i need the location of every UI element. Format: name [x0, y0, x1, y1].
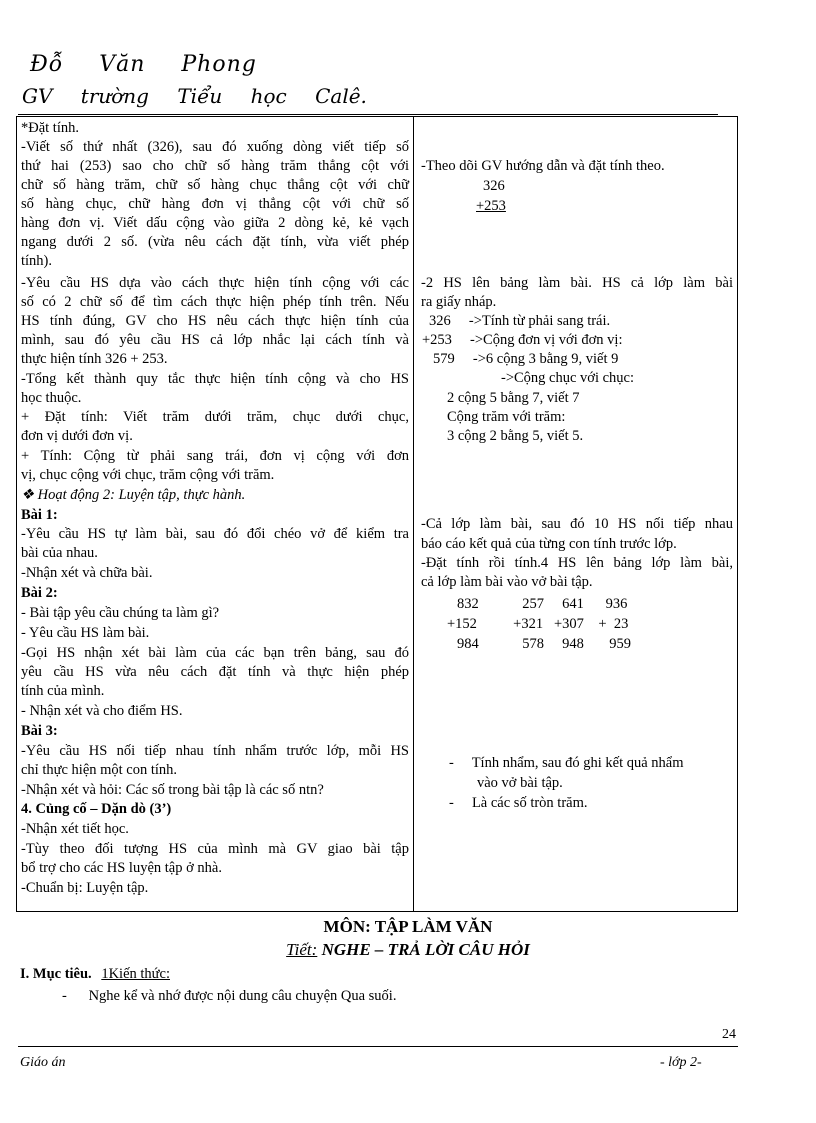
text-line: ra giấy nháp. [421, 294, 497, 310]
text-line: -Gọi HS nhận xét bài làm của các bạn trên bảng, sau đó [21, 645, 409, 661]
footer-divider [18, 1046, 738, 1047]
text-line: báo cáo kết quả của từng con tính trước lớp. [421, 536, 677, 552]
text-line: - Yêu cầu HS làm bài. [21, 625, 150, 641]
text-line: 2 cộng 5 bằng 7, viết 7 [447, 390, 580, 406]
text-line: số có 2 chữ số để tìm cách thực hiện phép tính trên. Nếu [21, 294, 409, 310]
math-line: 984 578 948 959 [457, 636, 631, 652]
lesson-title [0, 940, 816, 960]
text-line: - Bài tập yêu cầu chúng ta làm gì? [21, 605, 220, 621]
header-divider [18, 114, 718, 115]
text-line: -Yêu cầu HS dựa vào cách thực hiện tính cộng với các [21, 275, 409, 291]
text-line: vị, chục cộng với chục, trăm cộng với trăm. [21, 467, 275, 483]
text-line: - Là các số tròn trăm. [449, 795, 588, 811]
text-line: -Tổng kết thành quy tắc thực hiện tính cộng và cho HS [21, 371, 409, 387]
math-line: +152 +321 +307 + 23 [447, 616, 629, 632]
activity-2-heading: ❖ Hoạt động 2: Luyện tập, thực hành. [21, 487, 246, 503]
section-4-heading: 4. Củng cố – Dặn dò (3’) [21, 801, 172, 817]
text-line: -Theo dõi GV hướng dẫn và đặt tính theo. [421, 158, 665, 174]
text-line: Cộng trăm với trăm: [447, 409, 566, 425]
math-line: +253 ->Cộng đơn vị với đơn vị: [422, 332, 623, 348]
text-line: chữ số hàng trăm, chữ số hàng chục thẳng cột với chữ [21, 177, 409, 193]
footer-left: Giáo án [20, 1055, 66, 1070]
text-line: -Tùy theo đối tượng HS của mình mà GV giao bài tập [21, 841, 409, 857]
text-line: bài của nhau. [21, 545, 98, 561]
text-line: HS tính đúng, GV cho HS nêu cách thực hiện tính của [21, 313, 409, 329]
header-author: Đỗ Văn Phong [30, 52, 257, 77]
text-line: -Nhận xét và chữa bài. [21, 565, 153, 581]
text-line: -Nhận xét tiết học. [21, 821, 129, 837]
text-line: học thuộc. [21, 390, 82, 406]
objectives-heading [20, 966, 170, 983]
header-school: GV trường Tiểu học Calê. [22, 84, 367, 108]
text-line: + Tính: Cộng từ phải sang trái, đơn vị cộng với đơn [21, 448, 409, 464]
math-line: 832 257 641 936 [457, 596, 628, 612]
text-line: -Nhận xét và hỏi: Các số trong bài tập là các số ntn? [21, 782, 324, 798]
text-line: thực hiện tính 326 + 253. [21, 351, 168, 367]
objectives-number: I. Mục tiêu. [20, 966, 92, 982]
text-line: -Yêu cầu HS tự làm bài, sau đó đổi chéo vở để kiểm tra [21, 526, 409, 542]
text-line: ->Cộng chục với chục: [501, 370, 635, 386]
text-line: chỉ thực hiện một con tính. [21, 762, 178, 778]
text-line: vào vở bài tập. [477, 775, 563, 791]
text-line: thứ hai (253) sao cho chữ số hàng trăm thẳng cột với [21, 158, 409, 174]
text-line: đơn vị dưới đơn vị. [21, 428, 133, 444]
table-column-divider [413, 117, 414, 911]
text-line: - Tính nhẩm, sau đó ghi kết quả nhẩm [449, 755, 684, 771]
math-line: 326 [483, 178, 505, 194]
lesson-table [16, 116, 738, 912]
text-line: cả lớp làm bài vào vở bài tập. [421, 574, 593, 590]
page-number: 24 [722, 1027, 736, 1042]
text-line: mình, sau đó yêu cầu HS cả lớp nhắc lại cách tính và [21, 332, 409, 348]
text-line: + Đặt tính: Viết trăm dưới trăm, chục dưới chục, [21, 409, 409, 425]
math-line: +253 [476, 198, 506, 214]
text-line: số hàng chục, chữ hàng đơn vị thẳng cột với chữ số [21, 196, 409, 212]
text-line: -2 HS lên bảng làm bài. HS cả lớp làm bài [421, 275, 733, 291]
text-line: yêu cầu HS vừa nêu cách đặt tính và thực hiện phép [21, 664, 409, 680]
lesson-name: NGHE – TRẢ LỜI CÂU HỎI [317, 940, 530, 959]
text-line: -Viết số thứ nhất (326), sau đó xuống dòng viết tiếp số [21, 139, 409, 155]
exercise-2-heading: Bài 2: [21, 585, 58, 601]
lesson-label: Tiết: [286, 940, 318, 959]
text-line: -Chuẩn bị: Luyện tập. [21, 880, 149, 896]
text-line: - Nhận xét và cho điểm HS. [21, 703, 183, 719]
text-line: 3 cộng 2 bằng 5, viết 5. [447, 428, 584, 444]
text-line: -Yêu cầu HS nối tiếp nhau tính nhẩm trước lớp, mỗi HS [21, 743, 409, 759]
text-line: ngang dưới 2 số. (vừa nêu cách đặt tính, vừa viết phép [21, 234, 409, 250]
exercise-1-heading: Bài 1: [21, 507, 58, 523]
objectives-subheading: 1Kiến thức: [101, 966, 170, 982]
text-line: bổ trợ cho các HS luyện tập ở nhà. [21, 860, 222, 876]
footer-right: - lớp 2- [660, 1055, 702, 1070]
objective-bullet: - Nghe kể và nhớ được nội dung câu chuyện Qua suối. [62, 988, 397, 1004]
text-line: -Đặt tính rồi tính.4 HS lên bảng lớp làm bài, [421, 555, 733, 571]
exercise-3-heading: Bài 3: [21, 723, 58, 739]
math-line: 326 ->Tính từ phải sang trái. [429, 313, 611, 329]
text-line: hàng đơn vị. Viết dấu cộng vào giữa 2 dòng kẻ, kẻ vạch [21, 215, 409, 231]
text-line: *Đặt tính. [21, 120, 79, 136]
subject-title: MÔN: TẬP LÀM VĂN [323, 917, 493, 936]
text-line: tính của mình. [21, 683, 105, 699]
text-line: -Cả lớp làm bài, sau đó 10 HS nối tiếp nhau [421, 516, 733, 532]
math-line: 579 ->6 cộng 3 bằng 9, viết 9 [433, 351, 619, 367]
text-line: tính). [21, 253, 53, 269]
